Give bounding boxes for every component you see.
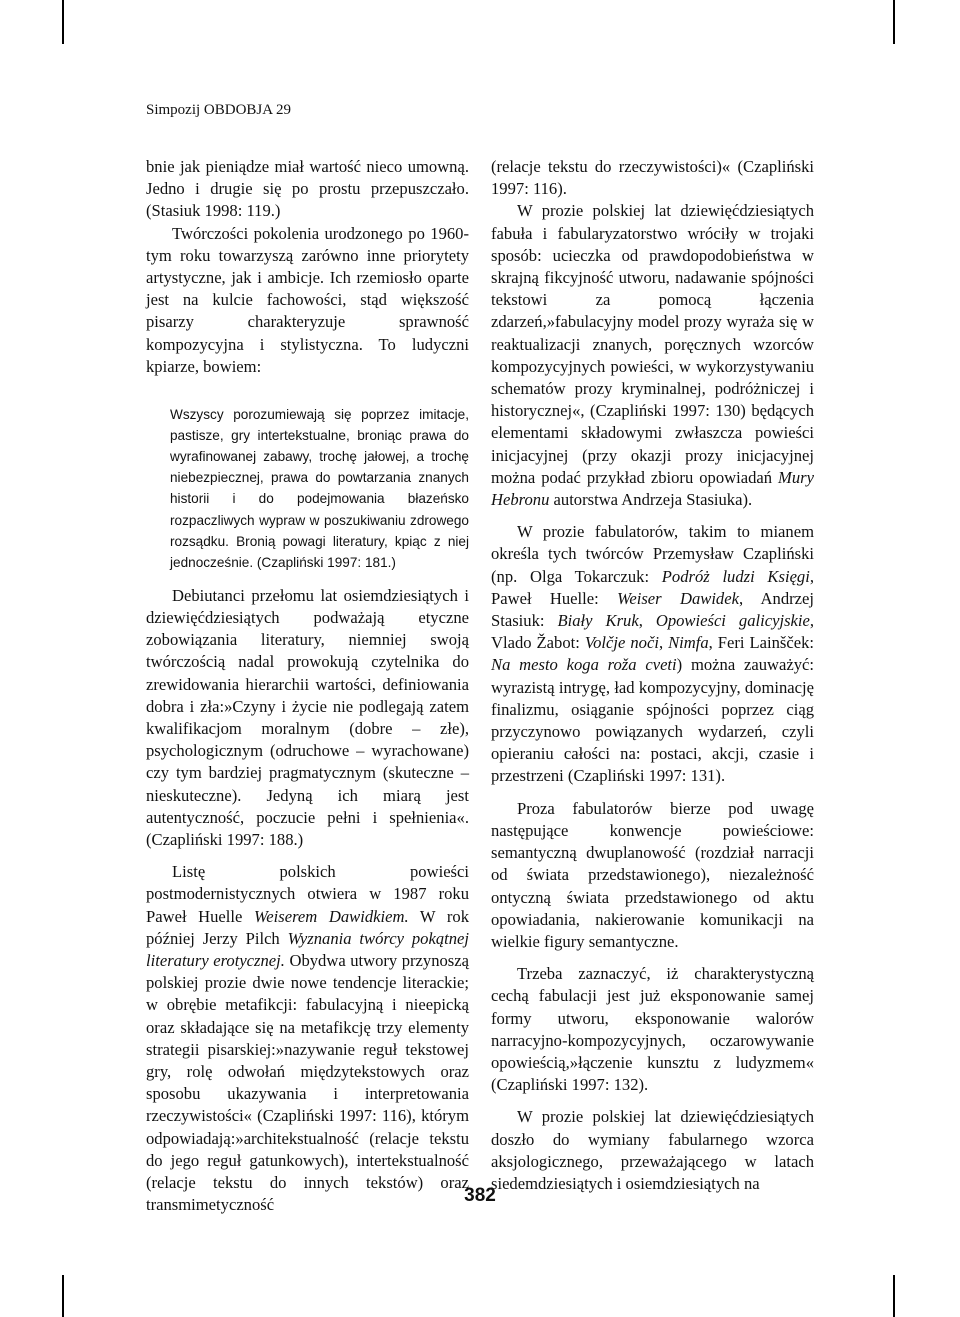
paragraph: Proza fabulatorów bierze pod uwagę następujące konwencje powieściowe: semantyczną dwuplanowość (rozdział narracji od świata przedstawionego), niezależność ontyczną świata przedstawionego od aktu opowiadania, nakierowanie komunikacji na wielkie figury semantyczne. <box>491 798 814 951</box>
book-title: Biały Kruk <box>557 611 639 631</box>
book-title: Na mesto koga roža cveti <box>491 655 677 675</box>
paragraph: Debiutanci przełomu lat osiemdziesiątych i dziewięćdziesiątych podważają etyczne zobowiązania literatury, niemniej swoją twórczością nadal prowokują czytelnika do zrewidowania hierarchii wartości, definiowania dobra i zła:»Czyny i życie nie podlegają zatem kwalifikacjom moralnym (dobre – złe), psychologicznym (odruchowe – wyrachowane) czy tym bardziej pragmatycznym (skuteczne – nieskuteczne). Jedyną ich miarą jest autentyczność, poczucie pełni i spełnienia«. (Czapliński 1997: 188.) <box>146 585 469 850</box>
book-title: Mury Hebronu <box>491 467 814 510</box>
paragraph: W prozie polskiej lat dziewięćdziesiątych fabuła i fabularyzatorstwo wróciły w trojaki sposób: ucieczka od prawdopodobieństwa w skrajną fikcyjność utworu, nadawanie spójności tekstowi za pomocą łączenia zdarzeń,»fabulacyjny model prozy wyraża się w reaktualizacji znanych, poręcznych wzorców kompozycyjnych powieści, w wykorzystywaniu schematów prozy kryminalnej, podróżniczej i historycznej«, (Czapliński 1997: 130) będących elementami składowymi zwłaszcza powieści inicjacyjnej (przy okazji prozy inicjacyjnej można podać przykład zbioru opowiadań Mury Hebronu autorstwa Andrzeja Stasiuka). <box>491 201 814 510</box>
paragraph: bnie jak pieniądze miał wartość nieco umowną. Jedno i drugie się po prostu przepuszczało. (Stasiuk 1998: 119.) <box>146 157 469 221</box>
paragraph: Listę polskich powieści postmodernistycznych otwiera w 1987 roku Paweł Huelle Weiserem Dawidkiem. W rok później Jerzy Pilch Wyznania twórcy pokątnej literatury erotycznej. Obydwa utwory przynoszą polskiej prozie dwie nowe tendencje literackie; w obrębie metafikcji: fabulacyjną i nieepicką oraz składające się na metafikcję trzy elementy strategii pisarskiej:»nazywanie reguł tekstowej gry, rolę odwołań międzytekstowych oraz sposobu ukazywania i interpretowania rzeczywistości« (Czapliński 1997: 116), którym odpowiadają:»architekstualność (relacje tekstu do jego reguł gatunkowych), intertekstualność (relacje tekstu do innych tekstów) oraz transmimetyczność <box>146 862 469 1215</box>
crop-mark-bottom-left <box>62 1275 64 1317</box>
crop-mark-top-right <box>893 0 895 44</box>
book-title: Weiser Dawidek <box>617 588 739 608</box>
book-title: Nimfa <box>668 633 709 653</box>
crop-mark-top-left <box>62 0 64 44</box>
paragraph: Trzeba zaznaczyć, iż charakterystyczną cechą fabulacji jest już eksponowanie samej formy utworu, eksponowanie walorów narracyjno-kompozycyjnych, oczarowywanie opowieścią,»łączenie kunsztu z ludyzmem« (Czapliński 1997: 132). <box>491 964 814 1095</box>
crop-mark-bottom-right <box>893 1275 895 1317</box>
running-header: Simpozij OBDOBJA 29 <box>146 102 292 118</box>
left-column <box>146 156 469 1216</box>
book-title: Volčje noči <box>584 633 659 653</box>
book-title: Opowieści galicyjskie <box>655 611 810 631</box>
page-number: 382 <box>464 1185 496 1206</box>
paragraph: W prozie fabulatorów, takim to mianem określa tych twórców Przemysław Czapliński (np. Olga Tokarczuk: Podróż ludzi Księgi, Paweł Huelle: Weiser Dawidek, Andrzej Stasiuk: Biały Kruk, Opowieści galicyjskie, Vlado Žabot: Volčje noči, Nimfa, Feri Lainšček: Na mesto koga roža cveti) można zauważyć: wyrazistą intrygę, ład kompozycyjny, dominację finalizmu, osiąganie spójności poprzez ciąg przyczynowo powiązanych wydarzeń, czyli opieraniu całości na: postaci, akcji, czasie i przestrzeni (Czapliński 1997: 131). <box>491 522 815 786</box>
book-title: Podróż ludzi Księgi <box>661 566 810 586</box>
paragraph: (relacje tekstu do rzeczywistości)« (Czapliński 1997: 116). <box>491 157 814 199</box>
book-title: Wyznania twórcy pokątnej literatury erotycznej. <box>146 928 469 971</box>
block-quote: Wszyscy porozumiewają się poprzez imitacje, pastisze, gry intertekstualne, broniąc prawa do wyrafinowanej zabawy, trochę jałowej, a trochę niebezpiecznej, prawa do powtarzania znanych historii i do podejmowania błazeńsko rozpaczliwych wypraw w poszukiwaniu zdrowego rozsądku. Bronią powagi literatury, kpiąc z niej jednocześnie. (Czapliński 1997: 181.) <box>170 407 469 570</box>
paragraph: Twórczości pokolenia urodzonego po 1960-tym roku towarzyszą zarówno inne priorytety artystyczne, jak i ambicje. Ich rzemiosło oparte jest na kulcie fachowości, stąd większość pisarzy charakteryzuje sprawność kompozycyjna i stylistyczna. To ludyczni kpiarze, bowiem: <box>146 223 469 376</box>
right-column <box>491 156 814 1195</box>
book-title: Weiserem Dawidkiem. <box>253 906 409 926</box>
paragraph: W prozie polskiej lat dziewięćdziesiątych doszło do wymiany fabularnego wzorca aksjologicznego, przeważającego w latach siedemdziesiątych i osiemdziesiątych na <box>491 1107 814 1193</box>
